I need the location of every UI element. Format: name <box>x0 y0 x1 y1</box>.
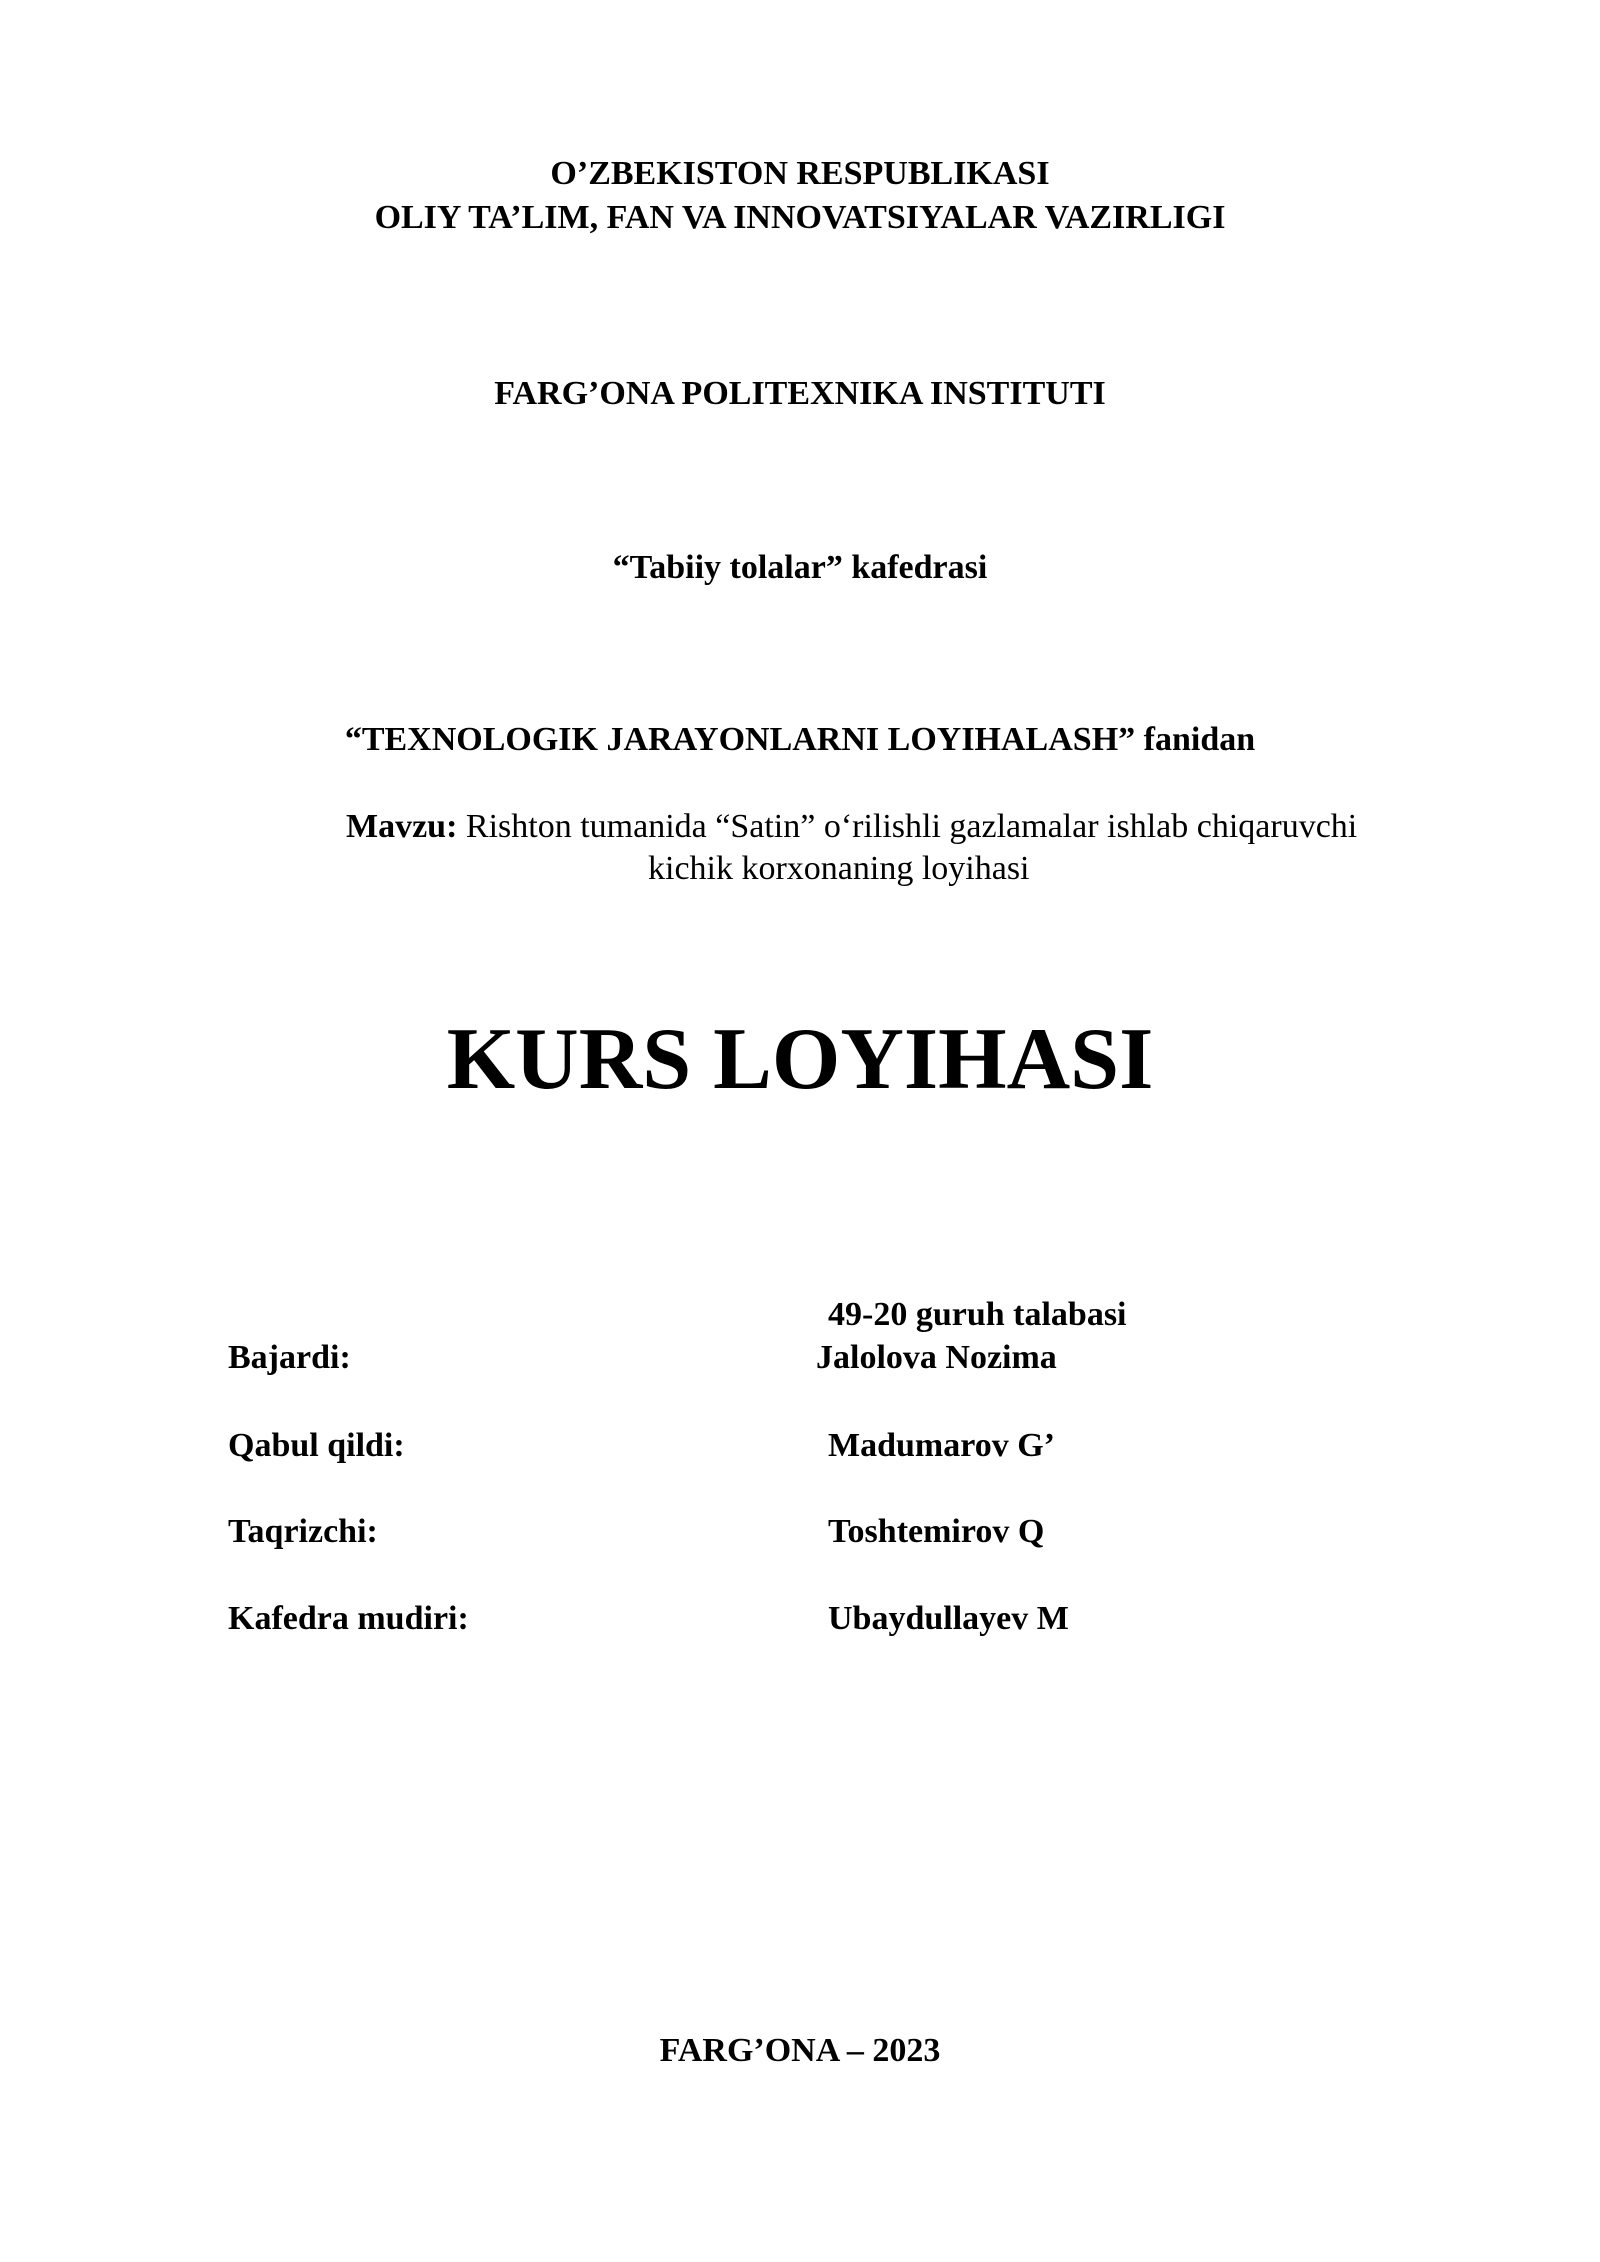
reviewer-name: Toshtemirov Q <box>828 1513 1045 1550</box>
ministry-line-1: O’ZBEKISTON RESPUBLIKASI <box>550 155 1050 192</box>
institute-name: FARG’ONA POLITEXNIKA INSTITUTI <box>494 375 1106 412</box>
department-head-label: Kafedra mudiri: <box>228 1600 469 1637</box>
reviewer-label: Taqrizchi: <box>228 1513 378 1550</box>
page-title: KURS LOYIHASI <box>446 1011 1154 1108</box>
city-year: FARG’ONA – 2023 <box>659 2032 941 2069</box>
performed-by-label: Bajardi: <box>228 1339 351 1376</box>
accepted-by-name: Madumarov G’ <box>828 1427 1055 1464</box>
topic-line-2: kichik korxonaning loyihasi <box>648 850 1030 887</box>
topic-text-1: Rishton tumanida “Satin” o‘rilishli gazlamalar ishlab chiqaruvchi <box>465 808 1358 845</box>
department-name: “Tabiiy tolalar” kafedrasi <box>612 549 988 586</box>
accepted-by-label: Qabul qildi: <box>228 1427 405 1464</box>
ministry-line-2: OLIY TA’LIM, FAN VA INNOVATSIYALAR VAZIRLIGI <box>374 199 1226 236</box>
subject-line: “TEXNOLOGIK JARAYONLARNI LOYIHALASH” fanidan <box>344 721 1256 758</box>
department-head-name: Ubaydullayev M <box>828 1600 1069 1637</box>
topic-label: Mavzu: <box>346 808 458 845</box>
performed-by-name: Jalolova Nozima <box>816 1339 1057 1376</box>
topic-line-1 <box>346 806 1357 848</box>
group-note: 49-20 guruh talabasi <box>828 1296 1127 1333</box>
